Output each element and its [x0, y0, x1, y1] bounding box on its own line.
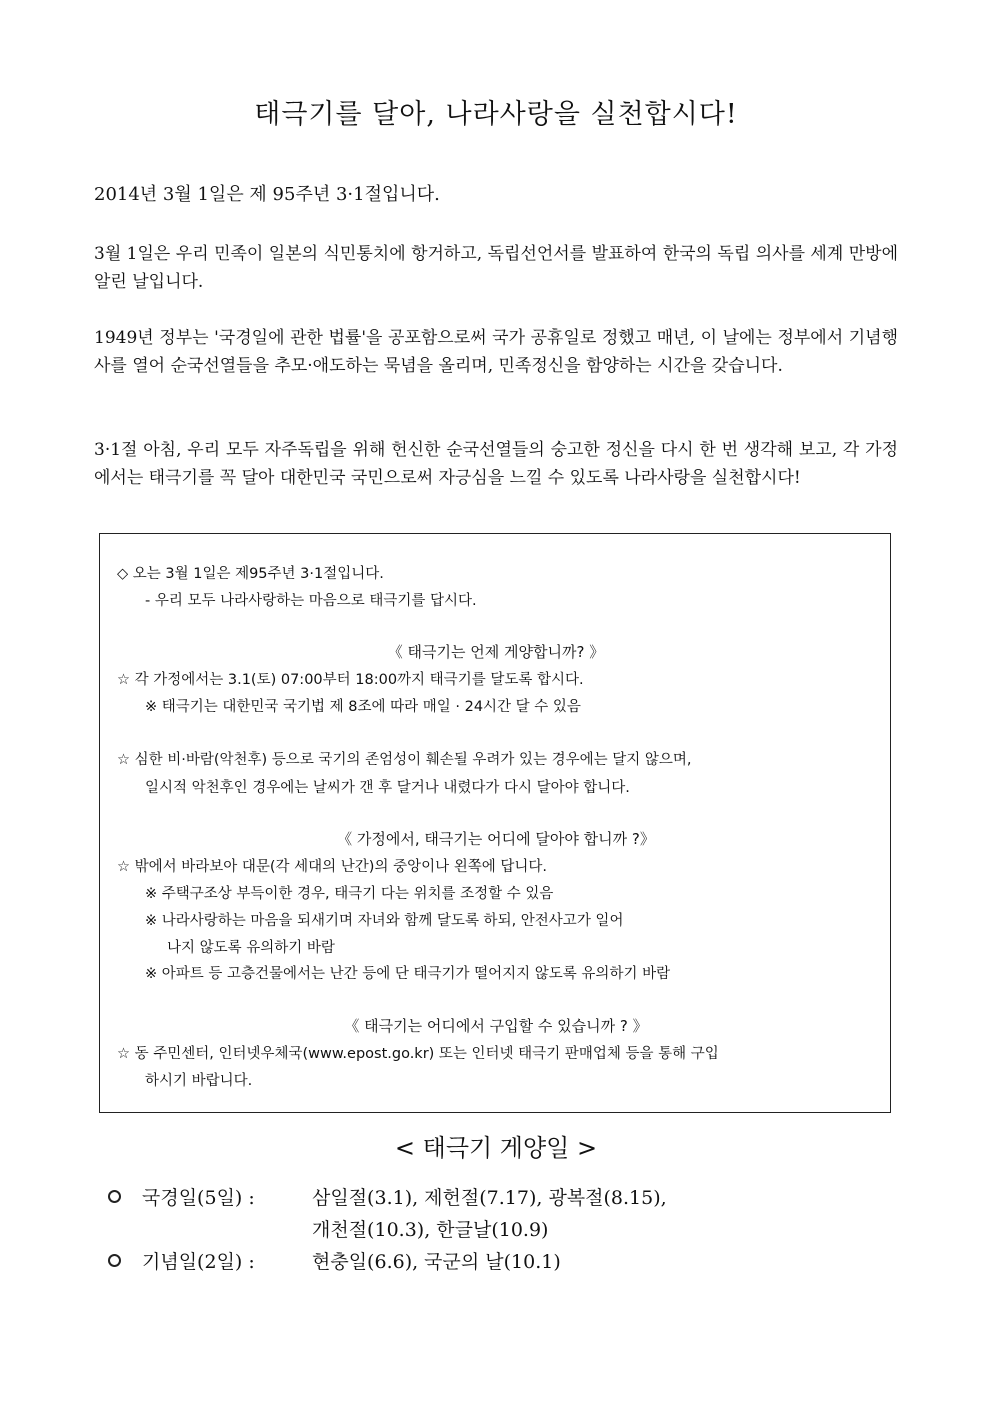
where-item-1: ☆ 밖에서 바라보아 대문(각 세대의 난간)의 중앙이나 왼쪽에 답니다.: [117, 859, 547, 875]
where-note-2-line-2: 나지 않도록 유의하기 바람: [167, 940, 335, 956]
when-heading: 《 태극기는 언제 게양합니까? 》: [387, 643, 605, 661]
memorial-days-line-1: 현충일(6.6), 국군의 날(10.1): [312, 1251, 561, 1273]
purchase-item-line-2: 하시기 바랍니다.: [145, 1073, 253, 1089]
where-note-3: ※ 아파트 등 고층건물에서는 난간 등에 단 태극기가 떨어지지 않도록 유의하기 바람: [145, 966, 671, 982]
where-note-2-line-1: ※ 나라사랑하는 마음을 되새기며 자녀와 함께 달도록 하되, 안전사고가 일어: [145, 913, 624, 929]
when-item-1: ☆ 각 가정에서는 3.1(토) 07:00부터 18:00까지 태극기를 달도록 합시다.: [117, 672, 584, 688]
intro-sub-line: - 우리 모두 나라사랑하는 마음으로 태극기를 답시다.: [145, 593, 477, 609]
memorial-days-label: 기념일(2일) :: [142, 1251, 255, 1273]
paragraph-2: 1949년 정부는 '국경일에 관한 법률'을 공포함으로써 국가 공휴일로 정했고 매년, 이 날에는 정부에서 기념행사를 열어 순국선열들을 추모·애도하는 묵념을 올리며, 민족정신을 함양하는 시간을 갖습니다.: [94, 328, 898, 376]
paragraph-3: 3·1절 아침, 우리 모두 자주독립을 위해 헌신한 순국선열들의 숭고한 정신을 다시 한 번 생각해 보고, 각 가정에서는 태극기를 꼭 달아 대한민국 국민으로써 자긍심을 느낄 수 있도록 나라사랑을 실천합시다!: [94, 440, 898, 488]
where-heading: 《 가정에서, 태극기는 어디에 달아야 합니까 ?》: [337, 830, 655, 848]
intro-line: ◇ 오는 3월 1일은 제95주년 3·1절입니다.: [117, 566, 384, 582]
when-item-2-line-1: ☆ 심한 비·바람(악천후) 등으로 국기의 존엄성이 훼손될 우려가 있는 경우에는 달지 않으며,: [117, 752, 692, 768]
where-note-1: ※ 주택구조상 부득이한 경우, 태극기 다는 위치를 조정할 수 있음: [145, 886, 554, 902]
national-holidays-line-1: 삼일절(3.1), 제헌절(7.17), 광복절(8.15),: [312, 1187, 667, 1209]
purchase-heading: 《 태극기는 어디에서 구입할 수 있습니까 ? 》: [344, 1017, 648, 1035]
purchase-item-line-1: ☆ 동 주민센터, 인터넷우체국(www.epost.go.kr) 또는 인터넷 태극기 판매업체 등을 통해 구입: [117, 1046, 719, 1062]
lead-sentence: 2014년 3월 1일은 제 95주년 3·1절입니다.: [94, 184, 440, 205]
when-item-2-line-2: 일시적 악천후인 경우에는 날씨가 갠 후 달거나 내렸다가 다시 달아야 합니다.: [145, 780, 630, 796]
circle-bullet-icon: [108, 1254, 121, 1267]
guide-box: [99, 533, 891, 1113]
circle-bullet-icon: [108, 1190, 121, 1203]
page-title: 태극기를 달아, 나라사랑을 실천합시다!: [254, 99, 738, 130]
national-holidays-label: 국경일(5일) :: [142, 1187, 255, 1209]
when-note-1: ※ 태극기는 대한민국 국기법 제 8조에 따라 매일 · 24시간 달 수 있음: [145, 699, 581, 715]
paragraph-1: 3월 1일은 우리 민족이 일본의 식민통치에 항거하고, 독립선언서를 발표하여 한국의 독립 의사를 세계 만방에 알린 날입니다.: [94, 244, 898, 292]
flag-days-title: < 태극기 게양일 >: [394, 1134, 598, 1162]
national-holidays-line-2: 개천절(10.3), 한글날(10.9): [312, 1219, 549, 1241]
